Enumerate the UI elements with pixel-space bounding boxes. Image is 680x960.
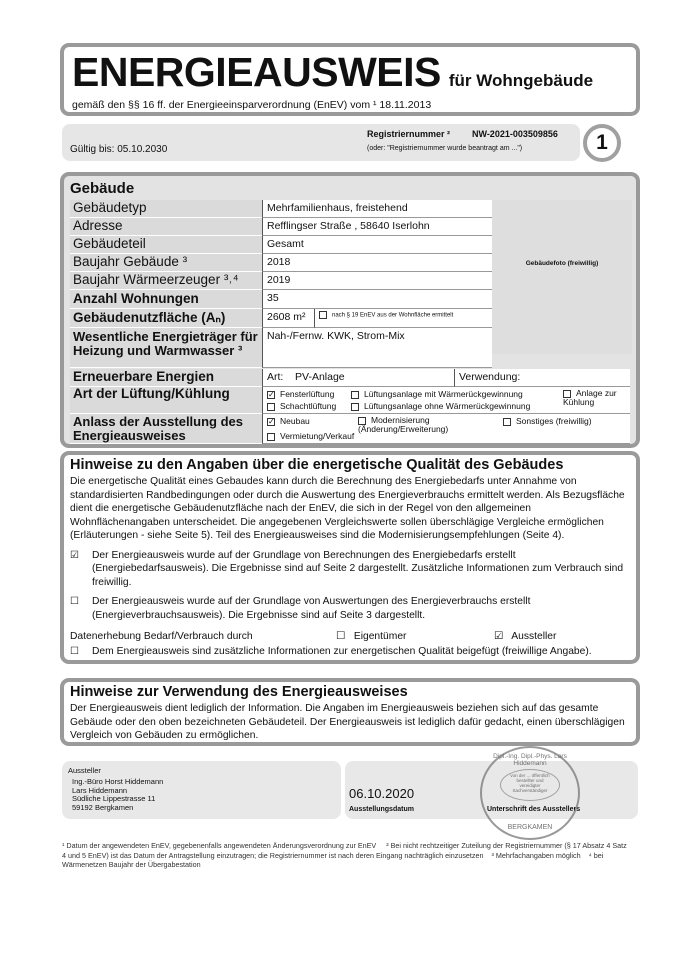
art-value: PV-Anlage bbox=[295, 371, 345, 383]
field-label: Anzahl Wohnungen bbox=[70, 290, 262, 309]
building-photo-placeholder: Gebäudefoto (freiwillig) bbox=[492, 200, 632, 354]
notes-paragraph: Die energetische Qualität eines Gebaudes kann durch die Berechnung des Energiebedarfs unter Annahme von standardisierten Randbedingungen oder durch die Auswertung des Energieverbrauchs ermittelt werden. Als Bezugsfläche dient die energetische Gebäudenutzfläche nach der EnEV, die sich in der Regel von den allgemeinen Wohnflächenangaben unterscheidet. Die angegebenen Vergleichswerte sollen überschlägige Vergleiche ermöglichen (Erläuterungen - siehe Seite 5). Teil des Energieausweises sind die Modernisierungsempfehlungen (Seite 4). bbox=[70, 476, 625, 541]
additional-info-row bbox=[70, 645, 628, 659]
stamp-city: BERGKAMEN bbox=[507, 824, 553, 831]
option-shaft-ventilation[interactable] bbox=[267, 401, 336, 411]
option-label: Schachtlüftung bbox=[280, 401, 337, 411]
row-renewables bbox=[70, 369, 630, 387]
field-value: Nah-/Fernw. KWK, Strom-Mix bbox=[262, 328, 492, 368]
issuer-panel bbox=[62, 761, 341, 819]
field-value: Mehrfamilienhaus, freistehend bbox=[262, 200, 492, 218]
legal-basis: gemäß den §§ 16 ff. der Energieeinsparverordnung (EnEV) vom ¹ 18.11.2013 bbox=[72, 99, 432, 111]
row-apartments bbox=[70, 290, 492, 309]
option-label: Fensterlüftung bbox=[280, 389, 335, 399]
option-modernisation[interactable] bbox=[358, 416, 468, 434]
field-label: Wesentliche Energieträger für Heizung und Warmwasser ³ bbox=[70, 328, 262, 368]
section-heading: Hinweise zur Verwendung des Energieausweises bbox=[70, 684, 408, 700]
row-ventilation bbox=[70, 387, 630, 414]
field-label: Baujahr Gebäude ³ bbox=[70, 254, 262, 272]
option-label: Anlage zur Kühlung bbox=[563, 388, 617, 407]
option-label: Neubau bbox=[280, 416, 310, 426]
row-building-type bbox=[70, 200, 492, 218]
option-label: Eigentümer bbox=[353, 631, 407, 642]
option-other[interactable] bbox=[503, 416, 592, 426]
option-label: Aussteller bbox=[511, 631, 557, 642]
registration-label: Registriernummer ² bbox=[367, 129, 451, 139]
title-row bbox=[72, 49, 593, 96]
footnotes bbox=[62, 841, 632, 870]
usage-paragraph: Der Energieausweis dient lediglich der Information. Die Angaben im Energieausweis beziehen sich auf das gesamte Gebäude oder den oben bezeichneten Gebäudeteil. Der Energieausweis ist lediglich dafür gedacht, einen überschlägigen Vergleich von Gebäuden zu ermöglichen. bbox=[70, 703, 625, 741]
additional-info-option: Dem Energieausweis sind zusätzliche Informationen zur energetischen Qualität beigefügt (freiwillige Angabe). bbox=[92, 645, 592, 657]
usage-label: Verwendung: bbox=[454, 369, 630, 387]
field-value: Gesamt bbox=[262, 236, 492, 254]
art-label: Art: bbox=[267, 371, 284, 383]
field-label: Art der Lüftung/Kühlung bbox=[70, 387, 262, 414]
header-box bbox=[60, 43, 640, 116]
field-label: Adresse bbox=[70, 218, 262, 236]
signature-label: Unterschrift des Ausstellers bbox=[487, 806, 581, 813]
issuer-line: 59192 Bergkamen bbox=[72, 802, 134, 812]
document-subtitle: für Wohngebäude bbox=[448, 71, 594, 90]
option-issuer[interactable]: ☑ Aussteller bbox=[494, 631, 557, 642]
field-value: 2608 m² bbox=[262, 309, 314, 328]
stamp-text: Dipl.-Ing. Dipl.-Phys. Lars Hiddemann bbox=[493, 753, 567, 767]
checkbox-checked-icon: ✓ bbox=[268, 416, 275, 426]
issuer-line: Lars Hiddemann bbox=[72, 785, 128, 795]
issuer-line: Südliche Lippestrasse 11 bbox=[72, 794, 156, 803]
data-collection-row bbox=[70, 630, 628, 644]
valid-until: Gültig bis: 05.10.2030 bbox=[70, 144, 168, 155]
row-floor-area bbox=[70, 309, 492, 328]
field-label: Gebäudenutzfläche (Aₙ) bbox=[70, 309, 262, 328]
option-ventilation-with-recovery[interactable] bbox=[351, 389, 523, 399]
checkbox-icon[interactable]: ☐ bbox=[70, 596, 79, 607]
stamp-inner: von der ... öffentlich bestellter und vereidigter Sachverständiger bbox=[500, 769, 560, 801]
option-owner[interactable]: ☐ Eigentümer bbox=[336, 631, 407, 642]
footnote-3: ³ Mehrfachangaben möglich bbox=[491, 850, 581, 860]
checkbox[interactable] bbox=[319, 311, 327, 319]
option-label: Vermietung/Verkauf bbox=[280, 431, 355, 441]
row-heater-year bbox=[70, 272, 492, 290]
row-building-part bbox=[70, 236, 492, 254]
issue-date: 06.10.2020 bbox=[349, 786, 415, 801]
demand-certificate-option: Der Energieausweis wurde auf der Grundlage von Berechnungen des Energiebedarfs erstellt (Energiebedarfsausweis). Die Ergebnisse sind auf Seite 2 dargestellt. Zusätzliche Informationen zum Verbrauch sind freiwillig. bbox=[92, 549, 624, 588]
field-label: Erneuerbare Energien bbox=[70, 369, 262, 387]
official-stamp bbox=[480, 746, 580, 840]
field-value: Refflingser Straße , 58640 Iserlohn bbox=[262, 218, 492, 236]
demand-certificate-row bbox=[70, 549, 628, 590]
field-value: 2019 bbox=[262, 272, 492, 290]
row-occasion bbox=[70, 414, 630, 444]
option-cooling[interactable] bbox=[563, 389, 629, 407]
issuer-address bbox=[72, 778, 163, 812]
issue-date-label: Ausstellungsdatum bbox=[349, 806, 414, 813]
quality-notes-section bbox=[60, 451, 640, 664]
validity-band bbox=[62, 124, 580, 161]
option-window-ventilation[interactable] bbox=[267, 389, 334, 399]
usage-notes-section bbox=[60, 678, 640, 746]
footnote-2: ² Bei nicht rechtzeitiger Zuteilung der Registriernummer (§ 17 Absatz 4 Satz 4 und 5 EnEV) ist das Datum der Antragstellung einzutragen; die Registriernummer ist nach deren Eingang nachträglich einzusetzen bbox=[62, 841, 627, 860]
consumption-certificate-option: Der Energieausweis wurde auf der Grundlage von Auswertungen des Energieverbrauchs erstellt (Energieverbrauchsausweis). Die Ergebnisse sind auf Seite 3 dargestellt. bbox=[92, 596, 531, 621]
checkbox bbox=[267, 403, 275, 411]
checkbox bbox=[351, 391, 359, 399]
checkbox bbox=[267, 433, 275, 441]
checkbox-checked-icon: ✓ bbox=[268, 389, 275, 399]
checkbox-icon[interactable]: ☐ bbox=[70, 645, 79, 657]
field-value: 2018 bbox=[262, 254, 492, 272]
section-heading: Hinweise zu den Angaben über die energetische Qualität des Gebäudes bbox=[70, 457, 564, 473]
row-address bbox=[70, 218, 492, 236]
option-rental-sale[interactable] bbox=[267, 431, 354, 441]
field-label: Gebäudeteil bbox=[70, 236, 262, 254]
checkbox bbox=[503, 418, 511, 426]
page-number: 1 bbox=[583, 124, 621, 162]
issuer-line: Ing.-Büro Horst Hiddemann bbox=[72, 777, 164, 786]
field-value: 35 bbox=[262, 290, 492, 309]
checkbox bbox=[351, 403, 359, 411]
row-energy-carriers bbox=[70, 328, 492, 368]
option-label: Modernisierung (Änderung/Erweiterung) bbox=[358, 415, 449, 434]
footnote-4: ⁴ bei Wärmenetzen Baujahr der Übergabestation bbox=[62, 850, 604, 869]
option-label: Lüftungsanlage ohne Wärmerückgewinnung bbox=[364, 401, 531, 411]
field-label: Baujahr Wärmeerzeuger ³˒⁴ bbox=[70, 272, 262, 290]
field-label: Anlass der Ausstellung des Energieausweises bbox=[70, 414, 262, 444]
field-label: Gebäudetyp bbox=[70, 200, 262, 218]
registration-number: NW-2021-003509856 bbox=[472, 129, 558, 139]
section-heading: Gebäude bbox=[70, 180, 135, 197]
option-ventilation-without-recovery[interactable] bbox=[351, 401, 530, 411]
checkbox-label: nach § 19 EnEV aus der Wohnfläche ermittelt bbox=[332, 312, 454, 319]
data-collection-label: Datenerhebung Bedarf/Verbrauch durch bbox=[70, 631, 253, 642]
issuer-label: Aussteller bbox=[68, 766, 101, 775]
consumption-certificate-row bbox=[70, 595, 628, 622]
option-new-building[interactable] bbox=[267, 416, 310, 426]
checkbox-checked-icon[interactable]: ☑ bbox=[70, 549, 79, 561]
option-label: Sonstiges (freiwillig) bbox=[516, 416, 592, 426]
document-title: ENERGIEAUSWEIS bbox=[72, 49, 441, 95]
registration-alt: (oder: "Registriernummer wurde beantragt am ...") bbox=[367, 145, 523, 152]
option-label: Lüftungsanlage mit Wärmerückgewinnung bbox=[364, 389, 523, 399]
building-section bbox=[60, 172, 640, 448]
footnote-1: ¹ Datum der angewendeten EnEV, gegebenenfalls angewendeten Änderungsverordnung zur EnEV bbox=[62, 841, 377, 850]
row-year-built bbox=[70, 254, 492, 272]
area-from-living-space[interactable] bbox=[314, 309, 492, 328]
